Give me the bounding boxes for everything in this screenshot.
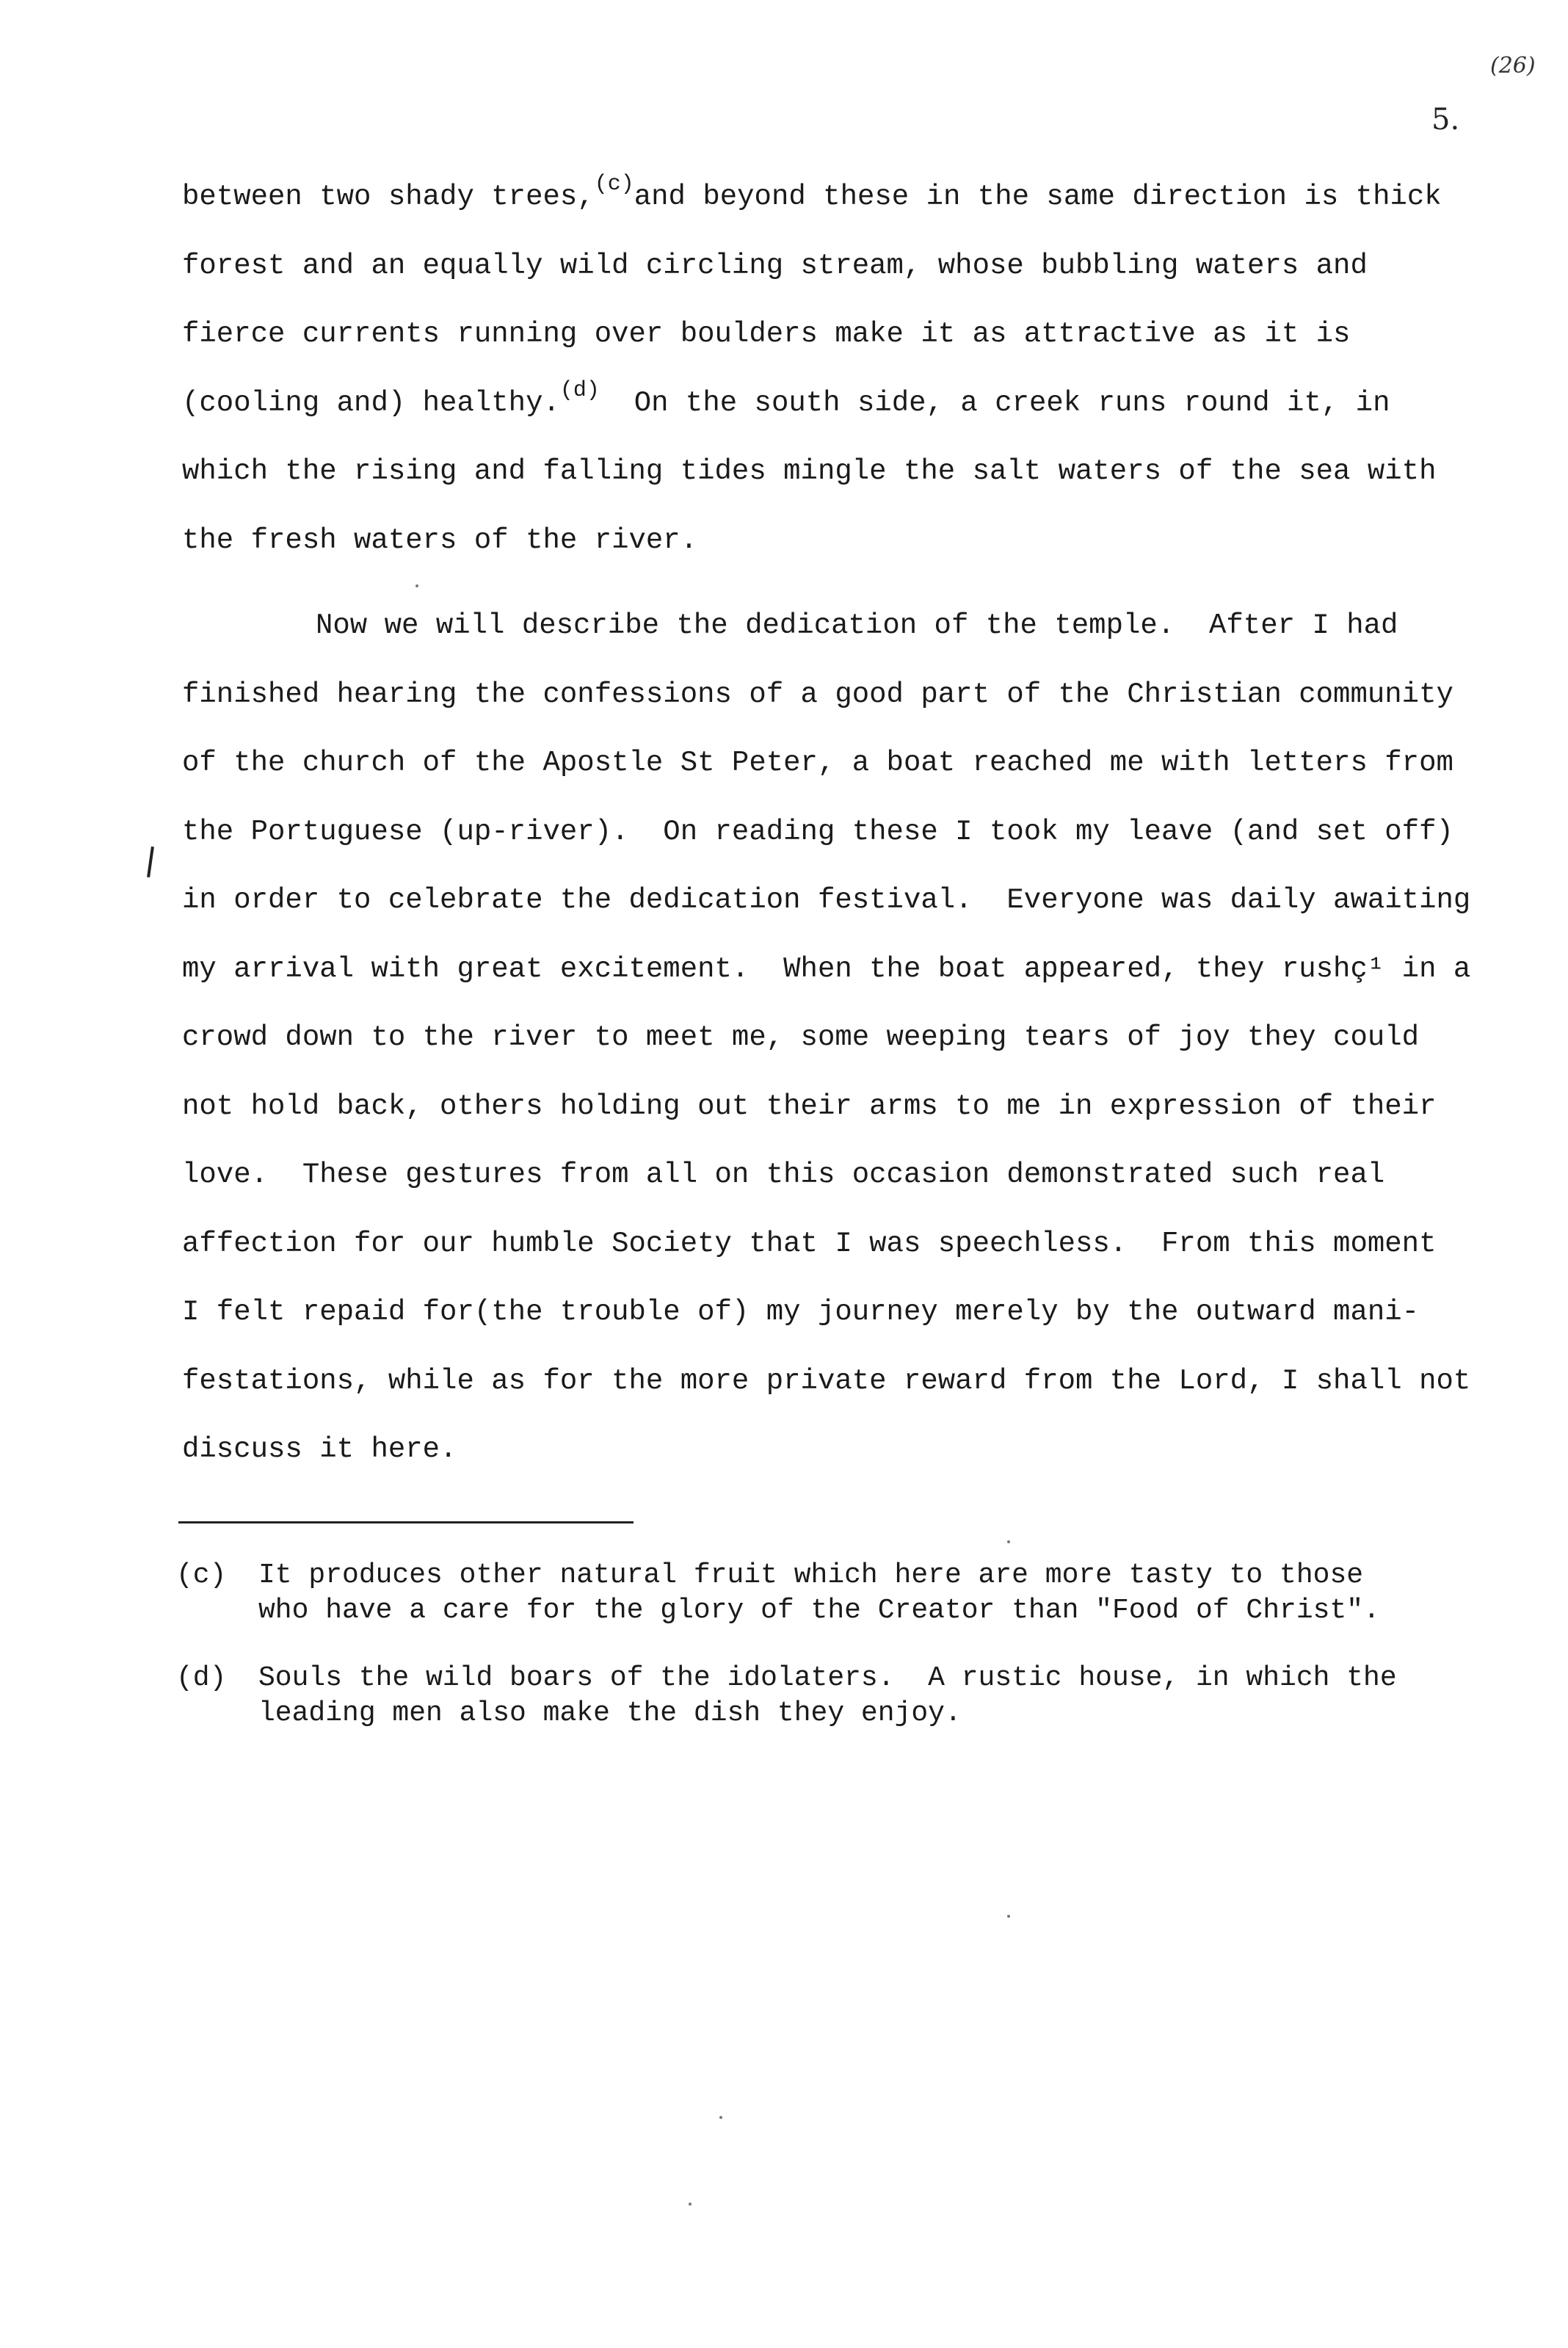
footnote-line: who have a care for the glory of the Creator than "Food of Christ". [258, 1595, 1380, 1626]
text-line: of the church of the Apostle St Peter, a boat reached me with letters from [182, 747, 1453, 779]
text-line: in order to celebrate the dedication festival. Everyone was daily awaiting [182, 884, 1471, 916]
paper-speck [1007, 1915, 1010, 1918]
paper-speck [415, 584, 418, 587]
footnote-c [176, 1558, 1498, 1628]
text-span: On the south side, a creek runs round it, in [599, 386, 1390, 419]
paper-speck [1007, 1540, 1010, 1543]
page-number: 5. [1431, 103, 1460, 137]
text-line: affection for our humble Society that I was speechless. From this moment [182, 1227, 1437, 1260]
text-span: and beyond these in the same direction is thick [634, 181, 1442, 213]
footnote-ref-d: (d) [559, 377, 600, 403]
text-line: discuss it here. [182, 1433, 457, 1465]
text-line: Now we will describe the dedication of the temple. After I had [316, 609, 1398, 642]
footnote-label: (d) [176, 1662, 227, 1694]
footnote-separator-rule [178, 1521, 634, 1523]
body-text [182, 163, 1503, 1485]
footnote-d [176, 1661, 1498, 1731]
text-line: forest and an equally wild circling stream, whose bubbling waters and [182, 249, 1368, 282]
text-line: love. These gestures from all on this occasion demonstrated such real [182, 1159, 1385, 1191]
text-line: my arrival with great excitement. When the boat appeared, they rushç¹ in a [182, 952, 1471, 985]
margin-pencil-mark [147, 847, 154, 877]
text-span: between two shady trees, [182, 181, 595, 213]
footnote-line: leading men also make the dish they enjoy. [258, 1697, 962, 1729]
text-line: which the rising and falling tides mingle the salt waters of the sea with [182, 455, 1437, 488]
text-line: the fresh waters of the river. [182, 523, 698, 557]
footnote-line: It produces other natural fruit which here are more tasty to those [258, 1559, 1364, 1591]
footnote-ref-c: (c) [594, 172, 634, 197]
text-line [182, 163, 1503, 232]
text-line: finished hearing the confessions of a good part of the Christian community [182, 678, 1453, 711]
text-line: the Portuguese (up-river). On reading these I took my leave (and set off) [182, 815, 1453, 848]
footnote-line: Souls the wild boars of the idolaters. A rustic house, in which the [258, 1662, 1397, 1694]
text-line: fierce currents running over boulders make it as attractive as it is [182, 318, 1351, 350]
text-line [182, 369, 1503, 438]
footnotes [176, 1558, 1498, 1764]
paper-speck [719, 2116, 722, 2119]
footnote-text [258, 1661, 1498, 1731]
text-line: not hold back, others holding out their arms to me in expression of their [182, 1090, 1437, 1123]
footnote-label: (c) [176, 1559, 227, 1591]
paragraph-1 [182, 163, 1503, 575]
text-line: I felt repaid for(the trouble of) my journey merely by the outward mani- [182, 1296, 1420, 1328]
footnote-text [258, 1558, 1498, 1628]
text-line: crowd down to the river to meet me, some weeping tears of joy they could [182, 1021, 1420, 1054]
paper-speck [689, 2203, 692, 2206]
text-line: festations, while as for the more private reward from the Lord, I shall not [182, 1364, 1471, 1397]
paragraph-2 [182, 592, 1503, 1485]
archive-page-mark: (26) [1490, 53, 1536, 79]
text-span: (cooling and) healthy. [182, 386, 560, 419]
